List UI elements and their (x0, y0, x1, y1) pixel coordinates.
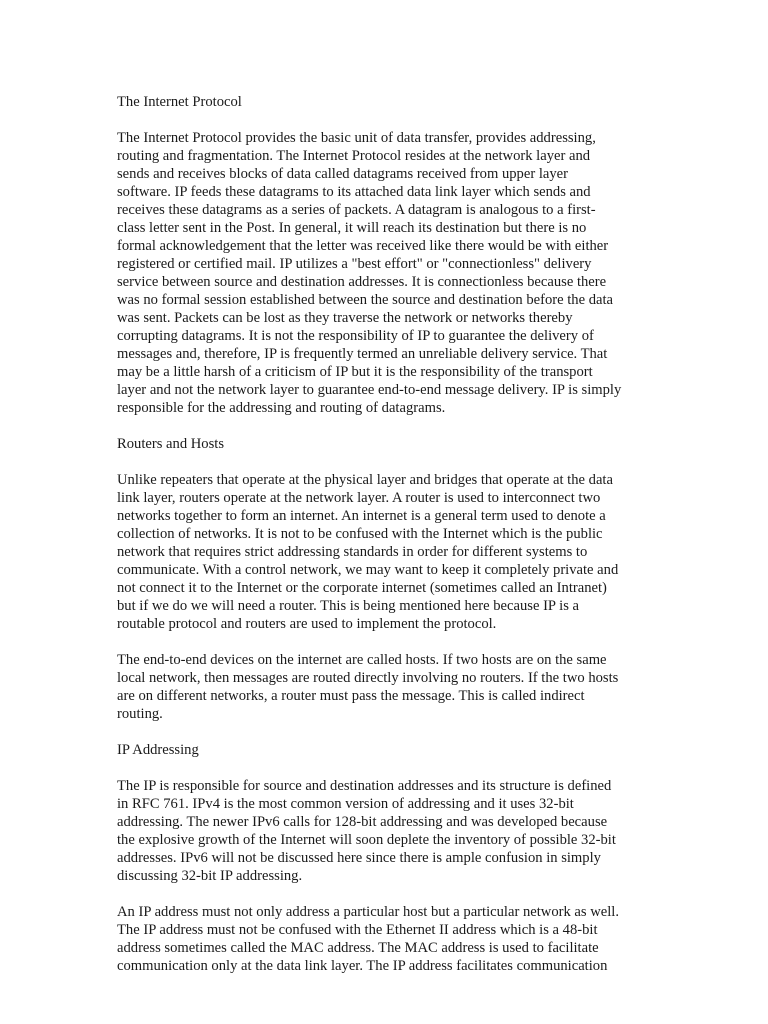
text-line: was no formal session established between the source and destination before the data (117, 292, 614, 308)
text-line: Routers and Hosts (117, 436, 225, 452)
text-line: networks together to form an internet. An internet is a general term used to denote a (117, 508, 606, 524)
text-line: collection of networks. It is not to be confused with the Internet which is the public (117, 526, 603, 542)
text-line: but if we do we will need a router. This is being mentioned here because IP is a (117, 598, 580, 614)
text-line: address sometimes called the MAC address. The MAC address is used to facilitate (117, 940, 599, 956)
section-heading (117, 93, 637, 111)
text-line: in RFC 761. IPv4 is the most common version of addressing and it uses 32-bit (117, 796, 574, 812)
text-line: network that requires strict addressing standards in order for different systems to (117, 544, 588, 560)
section-heading (117, 435, 637, 453)
text-line: local network, then messages are routed directly involving no routers. If the two hosts (117, 670, 619, 686)
text-line: are on different networks, a router must pass the message. This is called indirect (117, 688, 585, 704)
text-line: communication only at the data link layer. The IP address facilitates communication (117, 958, 608, 974)
text-line: communicate. With a control network, we may want to keep it completely private and (117, 562, 619, 578)
text-line: routing and fragmentation. The Internet Protocol resides at the network layer and (117, 148, 591, 164)
text-line: corrupting datagrams. It is not the responsibility of IP to guarantee the delivery of (117, 328, 594, 344)
text-line: messages and, therefore, IP is frequently termed an unreliable delivery service. That (117, 346, 608, 362)
text-line: The IP is responsible for source and destination addresses and its structure is defined (117, 778, 612, 794)
document-page (117, 93, 637, 993)
text-line: The IP address must not be confused with the Ethernet II address which is a 48-bit (117, 922, 598, 938)
body-paragraph (117, 651, 637, 723)
body-paragraph (117, 129, 637, 417)
text-line: receives these datagrams as a series of packets. A datagram is analogous to a first- (117, 202, 596, 218)
text-line: not connect it to the Internet or the corporate internet (sometimes called an Intranet) (117, 580, 607, 596)
text-line: responsible for the addressing and routing of datagrams. (117, 400, 446, 416)
text-line: registered or certified mail. IP utilizes a "best effort" or "connectionless" delivery (117, 256, 592, 272)
text-line: addressing. The newer IPv6 calls for 128-bit addressing and was developed because (117, 814, 608, 830)
text-line: link layer, routers operate at the network layer. A router is used to interconnect two (117, 490, 601, 506)
text-line: software. IP feeds these datagrams to its attached data link layer which sends and (117, 184, 591, 200)
text-line: IP Addressing (117, 742, 199, 758)
text-line: The end-to-end devices on the internet are called hosts. If two hosts are on the same (117, 652, 607, 668)
text-line: class letter sent in the Post. In general, it will reach its destination but there is no (117, 220, 587, 236)
text-line: the explosive growth of the Internet will soon deplete the inventory of possible 32-bit (117, 832, 616, 848)
text-line: sends and receives blocks of data called datagrams received from upper layer (117, 166, 568, 182)
text-line: addresses. IPv6 will not be discussed here since there is ample confusion in simply (117, 850, 601, 866)
text-line: layer and not the network layer to guarantee end-to-end message delivery. IP is simply (117, 382, 622, 398)
body-paragraph (117, 471, 637, 633)
text-line: routing. (117, 706, 163, 722)
body-paragraph (117, 777, 637, 885)
text-line: routable protocol and routers are used to implement the protocol. (117, 616, 497, 632)
text-line: The Internet Protocol provides the basic unit of data transfer, provides addressing, (117, 130, 596, 146)
section-heading (117, 741, 637, 759)
text-line: formal acknowledgement that the letter was received like there would be with either (117, 238, 609, 254)
text-line: service between source and destination addresses. It is connectionless because there (117, 274, 607, 290)
text-line: was sent. Packets can be lost as they traverse the network or networks thereby (117, 310, 573, 326)
text-line: The Internet Protocol (117, 94, 242, 110)
body-paragraph (117, 903, 637, 975)
text-line: may be a little harsh of a criticism of IP but it is the responsibility of the transport (117, 364, 593, 380)
text-line: Unlike repeaters that operate at the physical layer and bridges that operate at the data (117, 472, 613, 488)
text-line: discussing 32-bit IP addressing. (117, 868, 303, 884)
text-line: An IP address must not only address a particular host but a particular network as well. (117, 904, 620, 920)
